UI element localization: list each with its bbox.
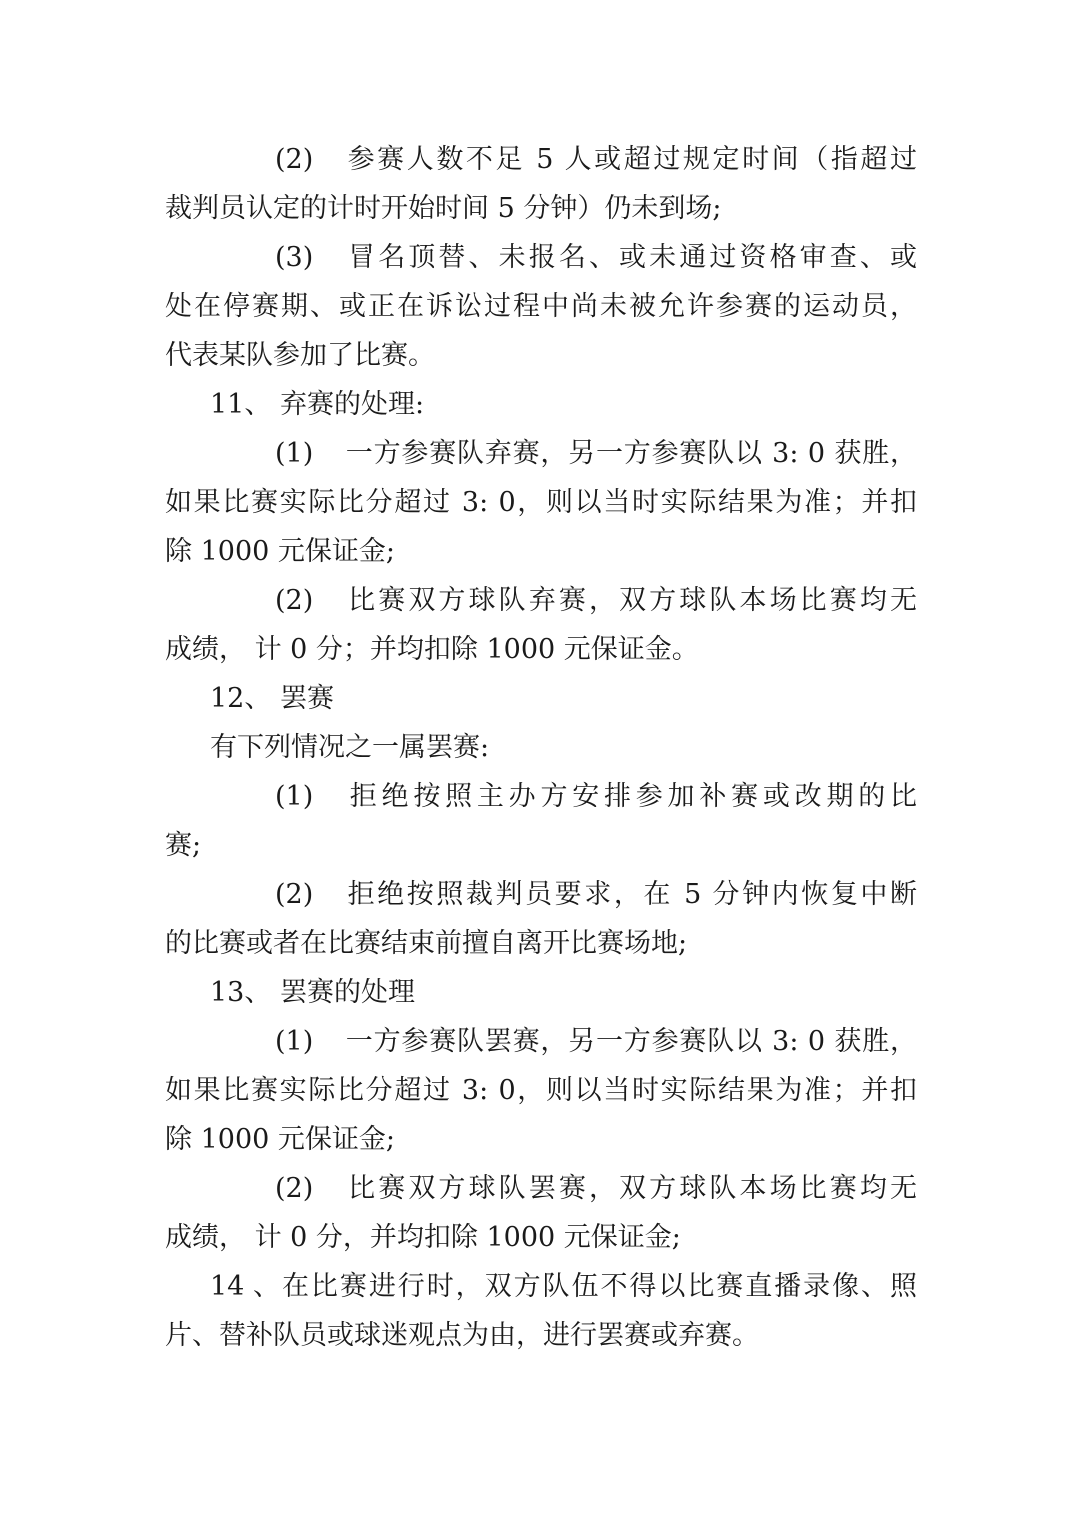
item-number: (1): [275, 1026, 314, 1057]
line-text: 比赛双方球队弃赛，双方球队本场比赛均无: [345, 585, 917, 616]
item-number: (1): [275, 438, 314, 469]
line-text: 有下列情况之一属罢赛:: [210, 732, 490, 763]
text-line: [165, 135, 917, 184]
text-line: [165, 331, 917, 380]
line-text: 比赛双方球队罢赛，双方球队本场比赛均无: [345, 1173, 917, 1204]
line-text: 一方参赛队罢赛，另一方参赛队以 3: 0 获胜，: [345, 1026, 917, 1057]
text-line: [165, 821, 917, 870]
section-heading: [165, 674, 917, 723]
text-line: [165, 478, 917, 527]
text-line: [165, 870, 917, 919]
text-line: [165, 1017, 917, 1066]
section-number: 12、: [210, 683, 272, 714]
line-text: 代表某队参加了比赛。: [165, 340, 435, 371]
line-text: 参赛人数不足 5 人或超过规定时间（指超过: [345, 144, 917, 175]
line-text: 片、替补队员或球迷观点为由，进行罢赛或弃赛。: [165, 1320, 759, 1351]
line-text: 如果比赛实际比分超过 3: 0，则以当时实际结果为准；并扣: [165, 487, 917, 518]
section-heading: [165, 380, 917, 429]
text-line: [165, 625, 917, 674]
text-line: [165, 1115, 917, 1164]
line-text: 拒绝按照主办方安排参加补赛或改期的比: [345, 781, 917, 812]
line-text: 罢赛: [280, 683, 334, 714]
line-text: 冒名顶替、未报名、或未通过资格审查、或: [345, 242, 917, 273]
section-number: 14、: [210, 1271, 280, 1302]
text-line: [165, 1213, 917, 1262]
line-text: 成绩， 计 0 分；并均扣除 1000 元保证金。: [165, 634, 699, 665]
item-number: (2): [275, 585, 314, 616]
section-heading: [165, 968, 917, 1017]
text-line: [165, 1311, 917, 1360]
text-line: [165, 282, 917, 331]
line-text: 成绩， 计 0 分，并均扣除 1000 元保证金;: [165, 1222, 681, 1253]
text-line: [165, 772, 917, 821]
text-line: [165, 1066, 917, 1115]
document-body: [165, 135, 917, 1360]
text-line: [165, 184, 917, 233]
line-text: 在比赛进行时，双方队伍不得以比赛直播录像、照: [280, 1271, 917, 1302]
section-number: 11、: [210, 389, 272, 420]
text-line: [165, 576, 917, 625]
item-number: (1): [275, 781, 314, 812]
text-line: [165, 527, 917, 576]
item-number: (2): [275, 144, 314, 175]
line-text: 除 1000 元保证金;: [165, 536, 395, 567]
line-text: 处在停赛期、或正在诉讼过程中尚未被允许参赛的运动员，: [165, 291, 917, 322]
line-text: 弃赛的处理:: [280, 389, 425, 420]
line-text: 赛;: [165, 830, 202, 861]
line-text: 罢赛的处理: [280, 977, 415, 1008]
item-number: (3): [275, 242, 314, 273]
item-number: (2): [275, 1173, 314, 1204]
text-line: [165, 429, 917, 478]
text-line: [165, 919, 917, 968]
line-text: 裁判员认定的计时开始时间 5 分钟）仍未到场;: [165, 193, 722, 224]
line-text: 的比赛或者在比赛结束前擅自离开比赛场地;: [165, 928, 688, 959]
section-heading: [165, 1262, 917, 1311]
item-number: (2): [275, 879, 314, 910]
line-text: 如果比赛实际比分超过 3: 0，则以当时实际结果为准；并扣: [165, 1075, 917, 1106]
text-line: [165, 723, 917, 772]
text-line: [165, 1164, 917, 1213]
line-text: 一方参赛队弃赛，另一方参赛队以 3: 0 获胜，: [345, 438, 917, 469]
line-text: 拒绝按照裁判员要求，在 5 分钟内恢复中断: [345, 879, 917, 910]
line-text: 除 1000 元保证金;: [165, 1124, 395, 1155]
section-number: 13、: [210, 977, 272, 1008]
text-line: [165, 233, 917, 282]
